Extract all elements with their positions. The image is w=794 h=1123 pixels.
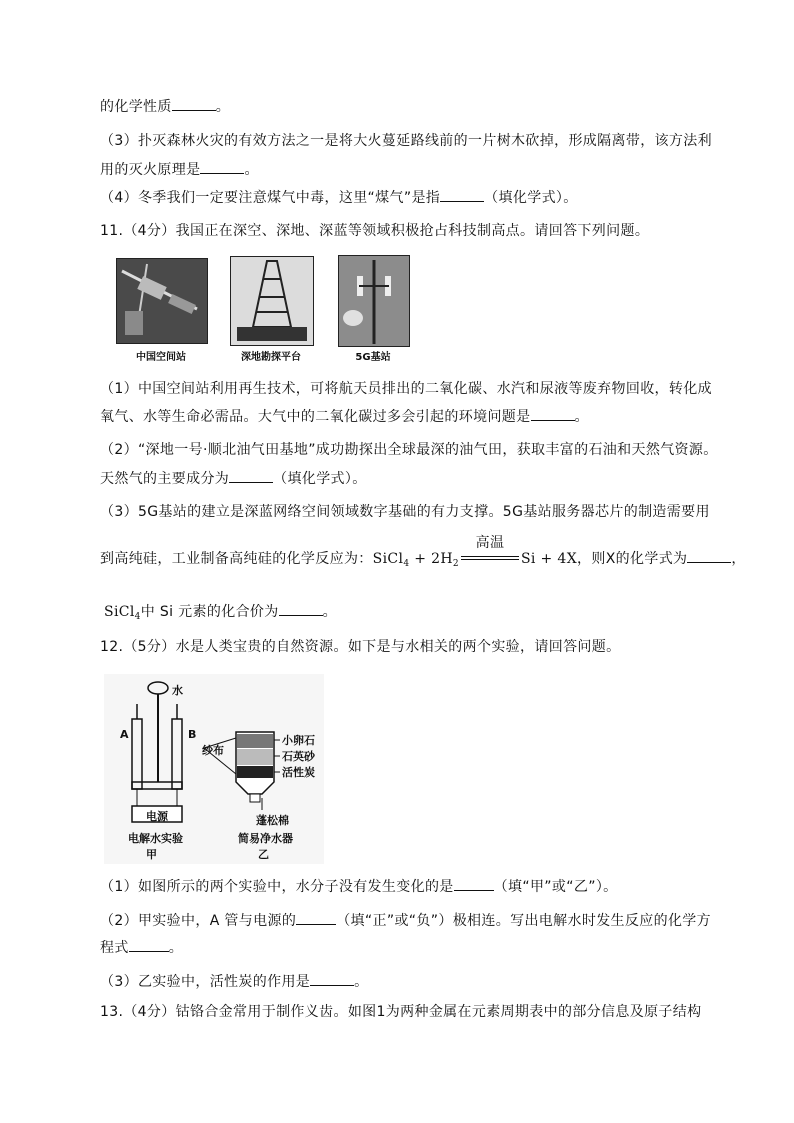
text-line: 天然气的主要成分为 （填化学式）。 [100, 468, 367, 489]
label-tube-a: A [120, 728, 129, 741]
text-line: 的化学性质 。 [100, 96, 230, 117]
water-experiments-figure [104, 674, 324, 864]
equation-line: 到高纯硅，工业制备高纯硅的化学反应为：SiCl$_4$ + $2H_2$ 高温 Si + 4X，则X的化学式为 ， [100, 535, 746, 569]
figure-caption: 中国空间站 [136, 352, 186, 363]
label-purifier: 简易净水器 [238, 832, 293, 845]
answer-blank[interactable] [687, 548, 731, 563]
text-line: （2）甲实验中，A 管与电源的 （填“正”或“负”）极相连。写出电解水时发生反应的化学方 [100, 910, 711, 931]
text-line: 程式 。 [100, 937, 183, 958]
label-electrolysis: 电解水实验 [128, 832, 183, 845]
text-line: （2）“深地一号·顺北油气田基地”成功勘探出全球最深的油气田，获取丰富的石油和天然气资源。 [100, 442, 718, 458]
label-yi: 乙 [258, 848, 269, 861]
answer-blank[interactable] [531, 406, 575, 421]
drilling-platform-photo [230, 256, 314, 346]
label-tube-b: B [188, 728, 197, 741]
label-gauze: 纱布 [202, 744, 224, 757]
answer-blank[interactable] [296, 910, 336, 925]
figure-caption: 5G基站 [355, 352, 391, 363]
label-water: 水 [172, 684, 183, 697]
label-power: 电源 [146, 810, 168, 823]
answer-blank[interactable] [200, 159, 244, 174]
answer-blank[interactable] [440, 187, 484, 202]
label-quartz: 石英砂 [282, 750, 315, 763]
question-13: 13.（4分）钴铬合金常用于制作义齿。如图1为两种金属在元素周期表中的部分信息及原子结构 [100, 1004, 702, 1020]
space-station-photo [116, 258, 208, 344]
question-11: 11.（4分）我国正在深空、深地、深蓝等领域积极抢占科技制高点。请回答下列问题。 [100, 223, 650, 239]
text-line: （3）5G基站的建立是深蓝网络空间领域数字基础的有力支撑。5G基站服务器芯片的制造需要用 [100, 504, 710, 520]
answer-blank[interactable] [129, 937, 169, 952]
label-pebble: 小卵石 [282, 734, 315, 747]
question-12: 12.（5分）水是人类宝贵的自然资源。如下是与水相关的两个实验，请回答问题。 [100, 639, 621, 655]
text-line: （3）乙实验中，活性炭的作用是 。 [100, 971, 369, 992]
label-jia: 甲 [146, 848, 157, 861]
reaction-arrow: 高温 [459, 549, 521, 569]
figure-caption: 深地勘探平台 [241, 352, 301, 363]
answer-blank[interactable] [172, 96, 216, 111]
text-line: 用的灭火原理是 。 [100, 159, 259, 180]
answer-blank[interactable] [279, 601, 323, 616]
label-cotton: 蓬松棉 [256, 814, 289, 827]
5g-station-photo [338, 255, 410, 347]
text-line: （3）扑灭森林火灾的有效方法之一是将大火蔓延路线前的一片树木砍掉，形成隔离带，该方法利 [100, 133, 712, 149]
answer-blank[interactable] [310, 971, 354, 986]
text-line: SiCl$_4$中 Si 元素的化合价为 。 [104, 601, 337, 627]
text-line: （1）中国空间站利用再生技术，可将航天员排出的二氧化碳、水汽和尿液等废弃物回收，转化成 [100, 381, 712, 397]
text-line: 氧气、水等生命必需品。大气中的二氧化碳过多会引起的环境问题是 。 [100, 406, 589, 427]
answer-blank[interactable] [229, 468, 273, 483]
answer-blank[interactable] [454, 876, 494, 891]
equation-lhs: SiCl$_4$ + $2H_2$ [372, 551, 459, 569]
text-line: （1）如图所示的两个实验中，水分子没有发生变化的是 （填“甲”或“乙”）。 [100, 876, 618, 897]
label-carbon: 活性炭 [282, 766, 315, 779]
text-line: （4）冬季我们一定要注意煤气中毒，这里“煤气”是指 （填化学式）。 [100, 187, 578, 208]
